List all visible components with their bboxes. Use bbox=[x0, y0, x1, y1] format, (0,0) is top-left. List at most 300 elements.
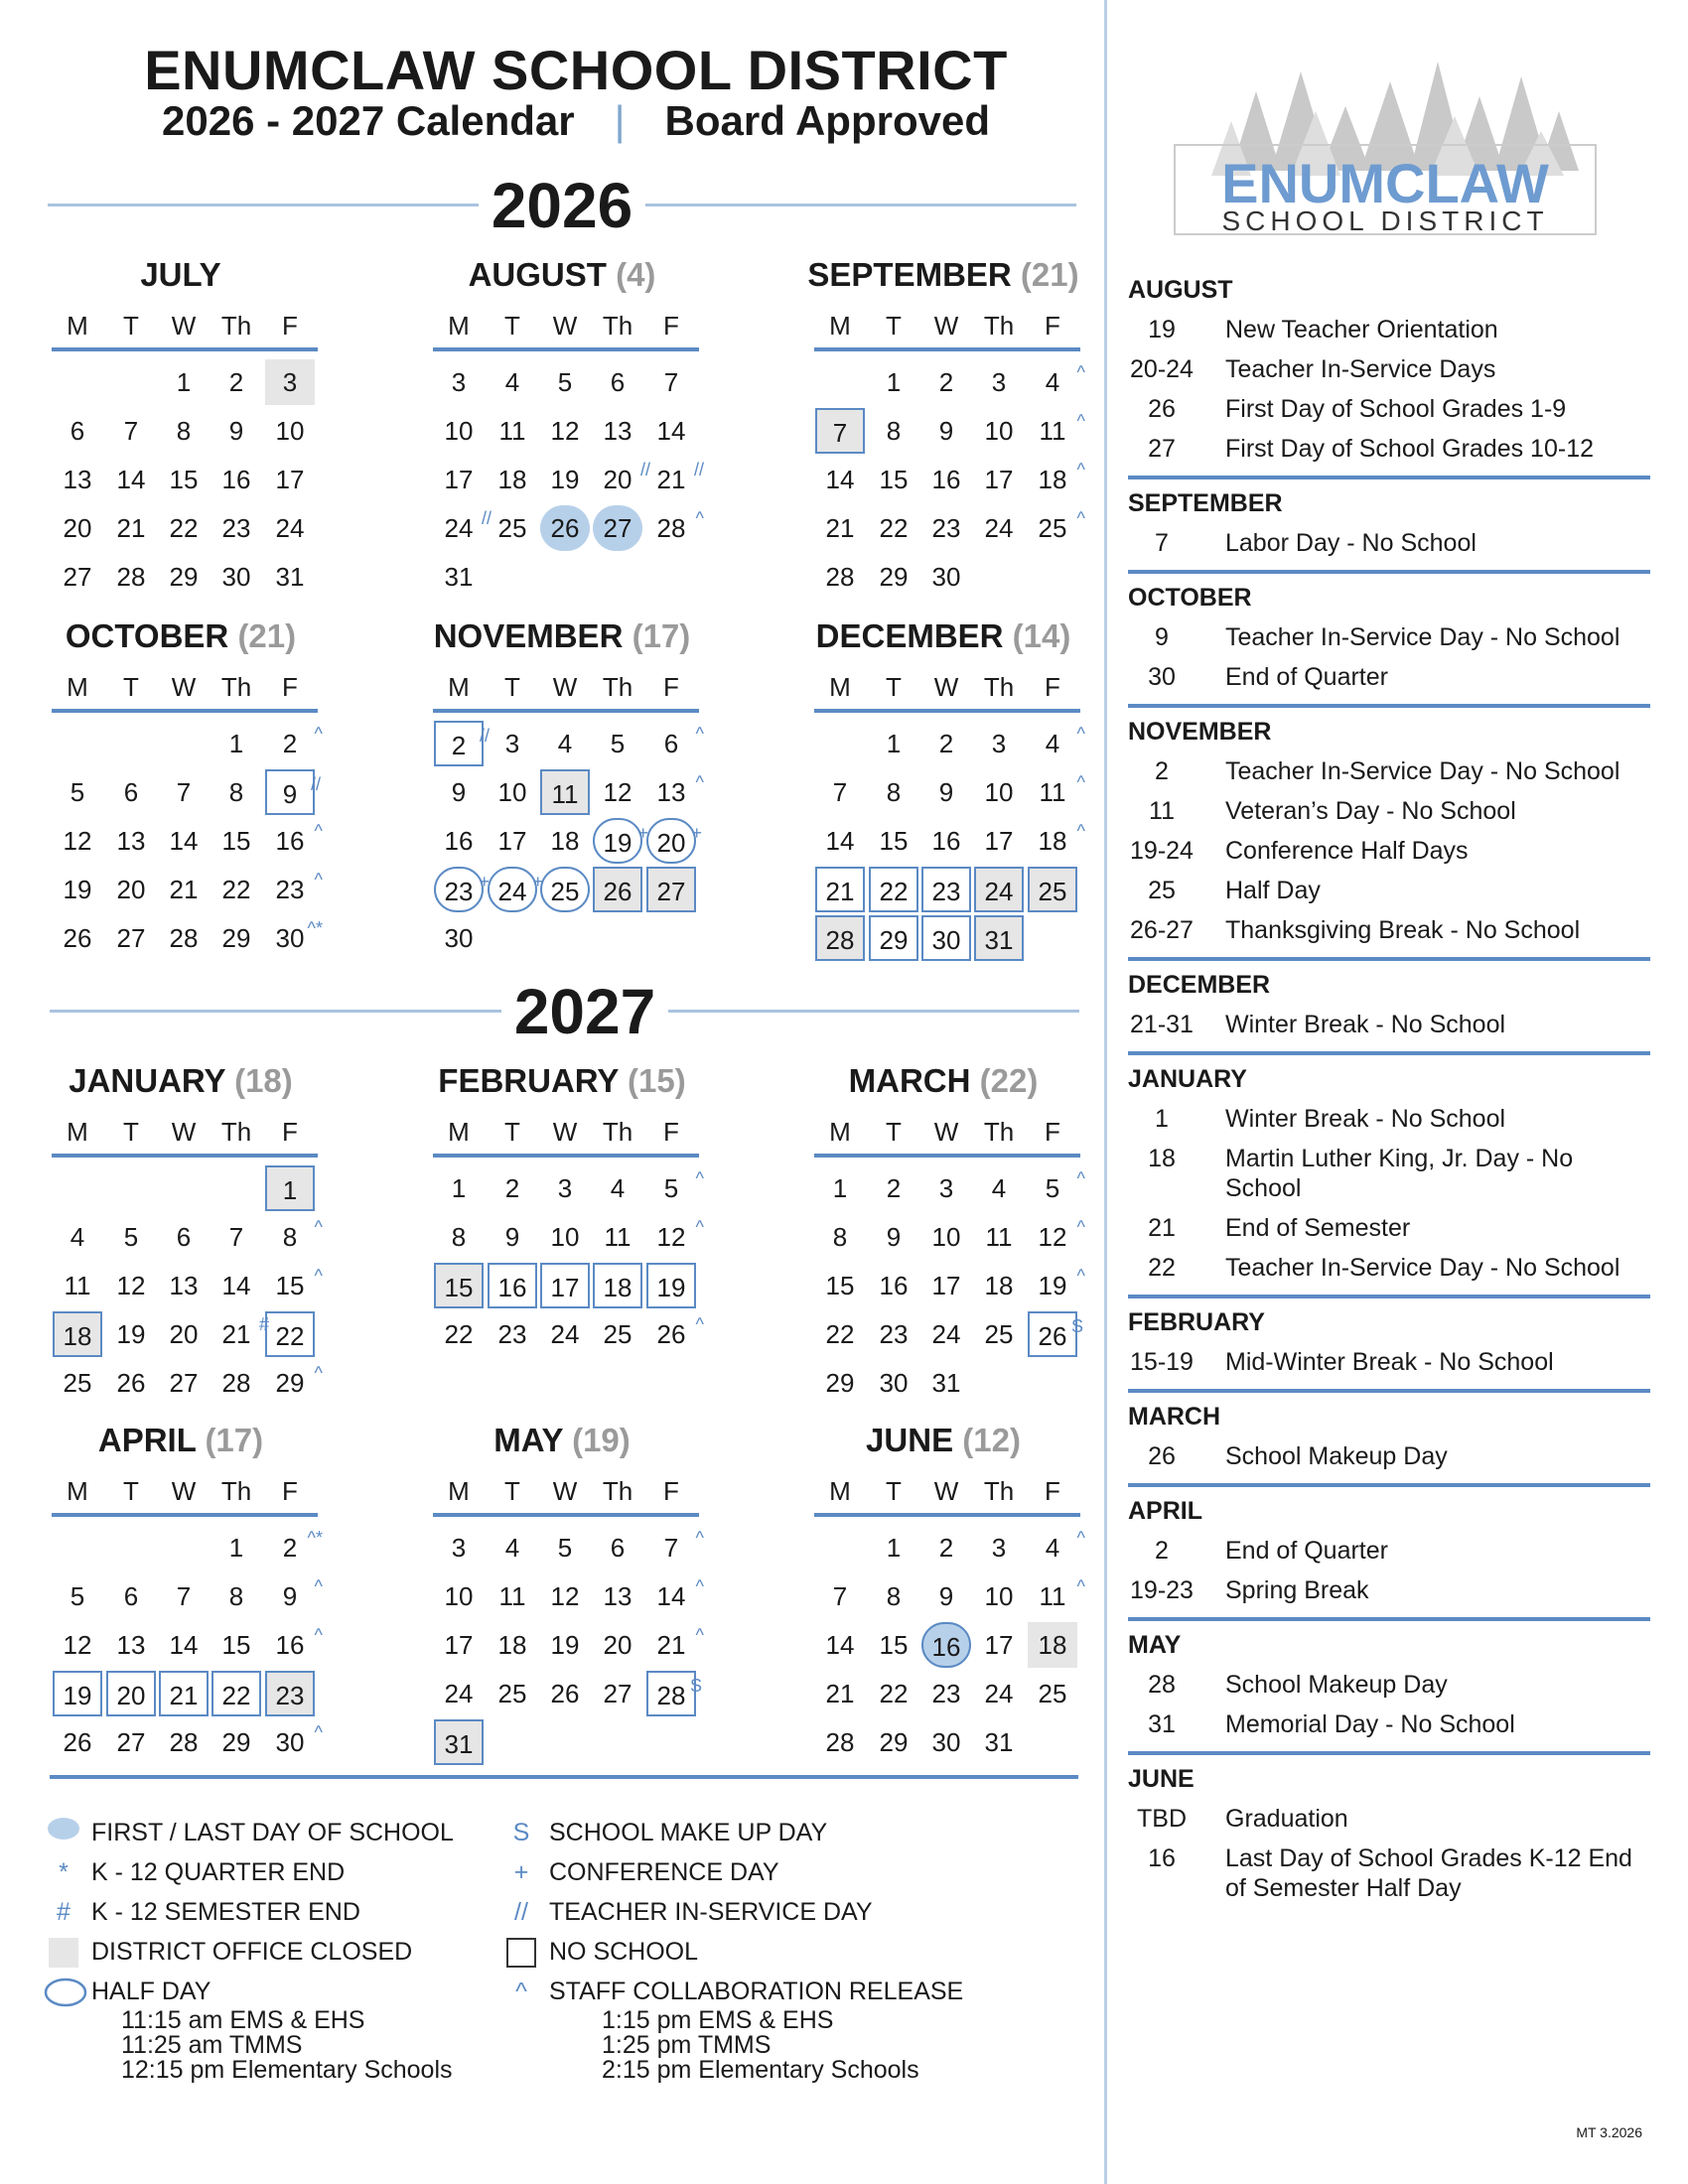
day-cell: 24 bbox=[931, 1319, 961, 1349]
day-cell: 14 ^ bbox=[646, 1573, 696, 1619]
day-cell: 25 bbox=[497, 1679, 527, 1708]
day-cell: 14 bbox=[116, 465, 146, 494]
event-row bbox=[1128, 836, 1650, 866]
day-marker: ^ bbox=[1076, 1217, 1085, 1237]
event-row bbox=[1128, 1843, 1650, 1903]
day-cell: 10 bbox=[275, 416, 305, 446]
legend-office-closed: DISTRICT OFFICE CLOSED bbox=[91, 1932, 454, 1972]
day-marker: ^ bbox=[314, 1625, 323, 1645]
month-rule bbox=[433, 347, 699, 351]
month-name: MAY (19) bbox=[493, 1422, 631, 1458]
day-cell: 28 S bbox=[646, 1671, 696, 1716]
school-day-count: (22) bbox=[979, 1062, 1039, 1099]
day-cell: 4 bbox=[991, 1173, 1007, 1203]
day-marker: ^ bbox=[1076, 724, 1085, 744]
event-row bbox=[1128, 394, 1650, 424]
day-cell: 27 bbox=[603, 1679, 633, 1708]
day-cell: 21 bbox=[159, 1671, 209, 1716]
day-cell: 8 bbox=[451, 1222, 467, 1252]
day-marker: S bbox=[689, 1676, 702, 1696]
day-cell: 31 bbox=[444, 562, 474, 592]
month-may bbox=[433, 1422, 731, 1799]
weekday-header: T bbox=[504, 1117, 520, 1147]
day-marker: ^ bbox=[1076, 460, 1085, 479]
day-cell: 12 bbox=[550, 416, 580, 446]
event-text: Teacher In-Service Day - No School bbox=[1225, 623, 1620, 651]
day-cell: 20 bbox=[169, 1319, 199, 1349]
event-separator bbox=[1128, 1617, 1650, 1621]
legend-rule bbox=[50, 1775, 1078, 1779]
day-cell: 19 bbox=[63, 875, 92, 904]
weekday-header: T bbox=[504, 311, 520, 341]
weekday-header: W bbox=[171, 672, 197, 702]
school-day-count: (19) bbox=[572, 1422, 631, 1458]
day-cell: 26 bbox=[540, 505, 590, 551]
weekday-header: M bbox=[829, 1117, 851, 1147]
day-cell: 26 bbox=[63, 923, 92, 953]
day-cell: 6 bbox=[610, 1533, 626, 1563]
event-text: Last Day of School Grades K-12 End of Semester Half Day bbox=[1225, 1844, 1632, 1902]
day-cell: 1 bbox=[176, 367, 192, 397]
day-marker: # bbox=[258, 1314, 269, 1334]
day-marker: ^ bbox=[1076, 1168, 1085, 1188]
weekday-header: M bbox=[448, 311, 470, 341]
day-cell: 9 bbox=[886, 1222, 902, 1252]
month-name: JANUARY (18) bbox=[69, 1062, 293, 1099]
event-text: Spring Break bbox=[1225, 1576, 1369, 1604]
weekday-header: W bbox=[933, 1117, 959, 1147]
day-cell: 13 bbox=[603, 1581, 633, 1611]
day-cell: 3 bbox=[265, 359, 315, 405]
event-row bbox=[1128, 1670, 1650, 1700]
day-cell: 14 bbox=[825, 826, 855, 856]
day-marker: ^ bbox=[695, 724, 704, 744]
event-row bbox=[1128, 1536, 1650, 1566]
day-marker: + bbox=[479, 872, 490, 891]
day-cell: 20 + bbox=[646, 818, 696, 864]
day-cell: 8 ^ bbox=[265, 1214, 315, 1260]
day-cell: 1 bbox=[832, 1173, 848, 1203]
day-cell: 25 ^ bbox=[1028, 505, 1077, 551]
weekday-header: F bbox=[663, 311, 679, 341]
day-cell: 18 bbox=[497, 1630, 527, 1660]
day-cell: 17 bbox=[984, 1630, 1014, 1660]
day-cell: 10 bbox=[497, 777, 527, 807]
day-cell: 18 bbox=[984, 1271, 1014, 1300]
weekday-header: Th bbox=[983, 311, 1015, 341]
legend-conference-day: + CONFERENCE DAY bbox=[549, 1852, 963, 1892]
day-cell: 17 bbox=[444, 1630, 474, 1660]
weekday-header: Th bbox=[220, 1117, 252, 1147]
day-cell: 13 bbox=[603, 416, 633, 446]
day-cell: 27 bbox=[593, 505, 642, 551]
day-cell: 26 ^ bbox=[646, 1311, 696, 1357]
day-cell: 21 # bbox=[211, 1311, 261, 1357]
event-text: Labor Day - No School bbox=[1225, 529, 1477, 557]
day-cell: 14 bbox=[825, 1630, 855, 1660]
event-month-heading: SEPTEMBER bbox=[1128, 489, 1283, 517]
day-marker: ^ bbox=[1076, 1528, 1085, 1548]
day-marker: ^ bbox=[695, 1168, 704, 1188]
day-cell: 13 bbox=[169, 1271, 199, 1300]
day-cell: 15 bbox=[169, 465, 199, 494]
event-separator bbox=[1128, 1751, 1650, 1755]
weekday-header: F bbox=[1045, 672, 1060, 702]
month-name: MARCH (22) bbox=[848, 1062, 1039, 1099]
calendar-year-label: 2026 - 2027 Calendar bbox=[162, 97, 575, 144]
legend-makeup-day: S SCHOOL MAKE UP DAY bbox=[549, 1813, 963, 1852]
day-cell: 25 bbox=[603, 1319, 633, 1349]
event-row bbox=[1128, 528, 1650, 558]
day-cell: 16 bbox=[488, 1263, 537, 1308]
weekday-header: W bbox=[552, 1117, 578, 1147]
day-cell: 6 bbox=[610, 367, 626, 397]
school-day-count: (12) bbox=[962, 1422, 1021, 1458]
day-cell: 3 bbox=[451, 1533, 467, 1563]
day-cell: 20 bbox=[116, 875, 146, 904]
event-date: 16 bbox=[1148, 1844, 1176, 1872]
day-cell: 23 bbox=[931, 1679, 961, 1708]
event-row bbox=[1128, 622, 1650, 652]
legend-staff-collaboration: ^ STAFF COLLABORATION RELEASE bbox=[549, 1972, 963, 2011]
month-april bbox=[52, 1422, 350, 1799]
day-cell: 2 bbox=[886, 1173, 902, 1203]
school-day-count: (4) bbox=[616, 256, 656, 293]
half-day-times: 11:15 am EMS & EHS 11:25 am TMMS 12:15 pm Elementary Schools bbox=[121, 2006, 453, 2084]
day-marker: ^ bbox=[314, 1722, 323, 1742]
trees-logo-icon bbox=[1172, 52, 1599, 240]
day-cell: 16 bbox=[221, 465, 251, 494]
event-date: 25 bbox=[1148, 877, 1176, 904]
day-cell: 29 bbox=[221, 923, 251, 953]
weekday-header: M bbox=[67, 1476, 88, 1506]
day-marker: + bbox=[691, 823, 702, 843]
month-october bbox=[52, 617, 350, 995]
event-row bbox=[1128, 1253, 1650, 1283]
event-row bbox=[1128, 662, 1650, 692]
day-cell: 25 bbox=[497, 513, 527, 543]
day-cell: 22 bbox=[265, 1311, 315, 1357]
month-august bbox=[433, 256, 731, 633]
day-marker: // bbox=[693, 460, 704, 479]
day-cell: 23 + bbox=[434, 867, 484, 912]
day-cell: 15 bbox=[221, 1630, 251, 1660]
day-cell: 29 bbox=[869, 915, 918, 961]
event-text: First Day of School Grades 10-12 bbox=[1225, 435, 1594, 463]
day-cell: 28 bbox=[221, 1368, 251, 1398]
day-cell: 9 bbox=[228, 416, 244, 446]
day-cell: 28 ^ bbox=[646, 505, 696, 551]
weekday-header: Th bbox=[602, 672, 633, 702]
day-cell: 26 bbox=[63, 1727, 92, 1757]
events-list bbox=[1128, 266, 1650, 1903]
month-january bbox=[52, 1062, 350, 1439]
event-row bbox=[1128, 1441, 1650, 1471]
event-date: 2 bbox=[1155, 1537, 1169, 1565]
day-cell: 17 bbox=[984, 826, 1014, 856]
filled-oval-icon bbox=[44, 1813, 83, 1852]
day-cell: 23 bbox=[931, 513, 961, 543]
event-row bbox=[1128, 1213, 1650, 1243]
day-cell: 19 bbox=[550, 465, 580, 494]
day-cell: 17 bbox=[931, 1271, 961, 1300]
day-cell: 21 // bbox=[646, 457, 696, 502]
day-cell: 12 ^ bbox=[1028, 1214, 1077, 1260]
day-cell: 24 + bbox=[488, 867, 537, 912]
day-cell: 12 bbox=[116, 1271, 146, 1300]
month-name: AUGUST (4) bbox=[468, 256, 656, 293]
weekday-header: F bbox=[282, 672, 298, 702]
weekday-header: W bbox=[552, 311, 578, 341]
day-marker: ^ bbox=[1076, 411, 1085, 431]
footer-code: MT 3.2026 bbox=[1576, 2124, 1642, 2140]
day-marker: ^ bbox=[695, 1314, 704, 1334]
day-marker: ^ bbox=[314, 1363, 323, 1383]
day-cell: 8 bbox=[228, 777, 244, 807]
day-cell: 11 ^ bbox=[1028, 1573, 1077, 1619]
weekday-header: M bbox=[829, 311, 851, 341]
year-2026-label: 2026 bbox=[491, 170, 633, 241]
day-cell: 20 bbox=[63, 513, 92, 543]
day-cell: 12 bbox=[550, 1581, 580, 1611]
day-cell: 5 bbox=[557, 367, 573, 397]
day-cell: 15 bbox=[879, 826, 909, 856]
event-separator bbox=[1128, 1389, 1650, 1393]
event-text: Thanksgiving Break - No School bbox=[1225, 916, 1581, 944]
day-cell: 21 bbox=[825, 513, 855, 543]
event-row bbox=[1128, 1010, 1650, 1039]
day-cell: 17 bbox=[540, 1263, 590, 1308]
s-icon: S bbox=[512, 1819, 530, 1846]
event-row bbox=[1128, 876, 1650, 905]
event-month-heading: MARCH bbox=[1128, 1403, 1221, 1431]
event-month-heading: JUNE bbox=[1128, 1765, 1195, 1793]
year-2027-rule-right bbox=[668, 1010, 1079, 1013]
event-text: Teacher In-Service Day - No School bbox=[1225, 1254, 1620, 1282]
day-cell: 1 bbox=[265, 1165, 315, 1211]
day-cell: 31 bbox=[974, 915, 1024, 961]
day-cell: 27 bbox=[116, 1727, 146, 1757]
day-cell: 19 bbox=[646, 1263, 696, 1308]
day-cell: 2 bbox=[938, 1533, 954, 1563]
day-cell: 15 bbox=[221, 826, 251, 856]
day-cell: 3 bbox=[451, 367, 467, 397]
day-cell: 18 ^ bbox=[1028, 457, 1077, 502]
day-cell: 3 bbox=[504, 729, 520, 758]
day-cell: 13 bbox=[116, 826, 146, 856]
day-cell: 7 bbox=[228, 1222, 244, 1252]
day-marker: // bbox=[481, 508, 492, 528]
event-date: 21-31 bbox=[1130, 1011, 1194, 1038]
day-cell: 28 bbox=[169, 1727, 199, 1757]
weekday-header: W bbox=[552, 1476, 578, 1506]
day-cell: 3 bbox=[991, 1533, 1007, 1563]
day-cell: 1 bbox=[886, 729, 902, 758]
day-cell: 25 bbox=[63, 1368, 92, 1398]
day-cell: 24 bbox=[984, 513, 1014, 543]
day-cell: 11 bbox=[985, 1222, 1013, 1252]
weekday-header: F bbox=[1045, 1117, 1060, 1147]
event-text: School Makeup Day bbox=[1225, 1442, 1448, 1470]
weekday-header: Th bbox=[220, 1476, 252, 1506]
weekday-header: T bbox=[504, 1476, 520, 1506]
day-cell: 7 bbox=[832, 777, 848, 807]
event-date: 26 bbox=[1148, 395, 1176, 423]
day-cell: 30 ^ bbox=[265, 1719, 315, 1765]
day-cell: 9 bbox=[938, 777, 954, 807]
day-cell: 27 bbox=[169, 1368, 199, 1398]
legend-semester-end: # K - 12 SEMESTER END bbox=[91, 1892, 454, 1932]
day-cell: 6 ^ bbox=[646, 721, 696, 766]
day-cell: 30 ^* bbox=[265, 915, 315, 961]
weekday-header: T bbox=[123, 1476, 139, 1506]
day-cell: 11 bbox=[64, 1271, 91, 1300]
month-november bbox=[433, 617, 731, 995]
month-rule bbox=[52, 709, 318, 713]
event-row bbox=[1128, 1104, 1650, 1134]
month-march bbox=[814, 1062, 1112, 1439]
day-cell: 23 bbox=[265, 1671, 315, 1716]
day-cell: 7 bbox=[176, 777, 192, 807]
day-marker: ^ bbox=[314, 1217, 323, 1237]
day-cell: 10 bbox=[931, 1222, 961, 1252]
weekday-header: M bbox=[67, 672, 88, 702]
event-text: Half Day bbox=[1225, 877, 1321, 904]
event-separator bbox=[1128, 1483, 1650, 1487]
day-marker: // bbox=[310, 774, 321, 794]
weekday-header: T bbox=[886, 1476, 902, 1506]
day-cell: 23 bbox=[221, 513, 251, 543]
day-cell: 22 bbox=[879, 513, 909, 543]
day-cell: 30 bbox=[931, 1727, 961, 1757]
day-cell: 8 bbox=[886, 1581, 902, 1611]
event-date: 7 bbox=[1155, 529, 1169, 557]
hash-icon: # bbox=[57, 1898, 70, 1926]
event-date: 19 bbox=[1148, 316, 1176, 343]
day-cell: 8 bbox=[228, 1581, 244, 1611]
day-cell: 2 // bbox=[434, 721, 484, 766]
month-rule bbox=[433, 709, 699, 713]
weekday-header: W bbox=[933, 672, 959, 702]
day-cell: 3 bbox=[991, 729, 1007, 758]
event-date: 11 bbox=[1149, 797, 1175, 825]
day-cell: 16 bbox=[931, 465, 961, 494]
day-cell: 1 bbox=[451, 1173, 467, 1203]
event-month-heading: NOVEMBER bbox=[1128, 718, 1272, 746]
event-date: 1 bbox=[1155, 1105, 1169, 1133]
weekday-header: T bbox=[886, 1117, 902, 1147]
weekday-header: Th bbox=[602, 1117, 633, 1147]
legend-no-school: NO SCHOOL bbox=[549, 1932, 963, 1972]
year-2026-rule-right bbox=[645, 204, 1076, 206]
day-cell: 8 bbox=[832, 1222, 848, 1252]
day-cell: 22 bbox=[869, 867, 918, 912]
double-slash-icon: // bbox=[514, 1898, 528, 1926]
day-cell: 24 bbox=[974, 867, 1024, 912]
day-cell: 26 bbox=[550, 1679, 580, 1708]
event-month-heading: AUGUST bbox=[1128, 276, 1233, 304]
event-month-heading: JANUARY bbox=[1128, 1065, 1247, 1093]
event-text: School Makeup Day bbox=[1225, 1671, 1448, 1699]
day-cell: 4 ^ bbox=[1028, 359, 1077, 405]
day-cell: 22 bbox=[221, 875, 251, 904]
day-cell: 25 bbox=[984, 1319, 1014, 1349]
day-cell: 25 bbox=[1028, 867, 1077, 912]
plus-icon: + bbox=[513, 1858, 529, 1886]
day-cell: 21 bbox=[825, 1679, 855, 1708]
day-cell: 12 bbox=[603, 777, 633, 807]
weekday-header: F bbox=[282, 311, 298, 341]
school-day-count: (18) bbox=[234, 1062, 293, 1099]
month-rule bbox=[814, 709, 1080, 713]
day-cell: 22 bbox=[211, 1671, 261, 1716]
day-cell: 17 bbox=[444, 465, 474, 494]
day-marker: ^ bbox=[695, 772, 704, 792]
weekday-header: Th bbox=[220, 672, 252, 702]
weekday-header: F bbox=[282, 1476, 298, 1506]
day-cell: 17 bbox=[497, 826, 527, 856]
day-cell: 1 bbox=[228, 1533, 244, 1563]
month-name: SEPTEMBER (21) bbox=[807, 256, 1079, 293]
day-cell: 4 bbox=[504, 1533, 520, 1563]
day-cell: 10 bbox=[984, 416, 1014, 446]
day-marker: ^* bbox=[307, 1528, 323, 1548]
day-cell: 2 ^ bbox=[265, 721, 315, 766]
day-cell: 14 bbox=[221, 1271, 251, 1300]
day-cell: 5 bbox=[70, 777, 85, 807]
day-cell: 11 ^ bbox=[1028, 769, 1077, 815]
event-text: Martin Luther King, Jr. Day - No School bbox=[1225, 1145, 1574, 1202]
day-cell: 22 bbox=[444, 1319, 474, 1349]
weekday-header: W bbox=[171, 1117, 197, 1147]
day-cell: 16 bbox=[931, 826, 961, 856]
event-date: 9 bbox=[1155, 623, 1169, 651]
day-cell: 24 // bbox=[434, 505, 484, 551]
day-cell: 30 bbox=[444, 923, 474, 953]
weekday-header: Th bbox=[983, 1476, 1015, 1506]
day-cell: 5 ^ bbox=[1028, 1165, 1077, 1211]
event-text: First Day of School Grades 1-9 bbox=[1225, 395, 1567, 423]
day-cell: 31 bbox=[275, 562, 305, 592]
day-cell: 19 bbox=[53, 1671, 102, 1716]
event-month-heading: OCTOBER bbox=[1128, 584, 1252, 612]
weekday-header: T bbox=[123, 1117, 139, 1147]
day-cell: 31 bbox=[434, 1719, 484, 1765]
day-cell: 29 ^ bbox=[265, 1360, 315, 1406]
weekday-header: Th bbox=[602, 1476, 633, 1506]
day-cell: 22 bbox=[169, 513, 199, 543]
weekday-header: F bbox=[663, 1476, 679, 1506]
day-cell: 14 bbox=[169, 1630, 199, 1660]
title-divider: | bbox=[614, 97, 626, 144]
weekday-header: Th bbox=[220, 311, 252, 341]
event-text: Veteran’s Day - No School bbox=[1225, 797, 1516, 825]
day-cell: 4 bbox=[504, 367, 520, 397]
day-cell: 5 bbox=[123, 1222, 139, 1252]
day-cell: 10 bbox=[984, 1581, 1014, 1611]
month-september bbox=[807, 256, 1112, 633]
day-cell: 2 bbox=[228, 367, 244, 397]
day-cell: 31 bbox=[931, 1368, 961, 1398]
weekday-header: W bbox=[933, 1476, 959, 1506]
day-cell: 13 bbox=[63, 465, 92, 494]
day-marker: ^ bbox=[695, 1217, 704, 1237]
day-marker: ^ bbox=[1076, 508, 1085, 528]
day-cell: 22 bbox=[879, 1679, 909, 1708]
day-cell: 17 bbox=[984, 465, 1014, 494]
event-date: 2 bbox=[1155, 757, 1169, 785]
day-marker: + bbox=[532, 872, 543, 891]
